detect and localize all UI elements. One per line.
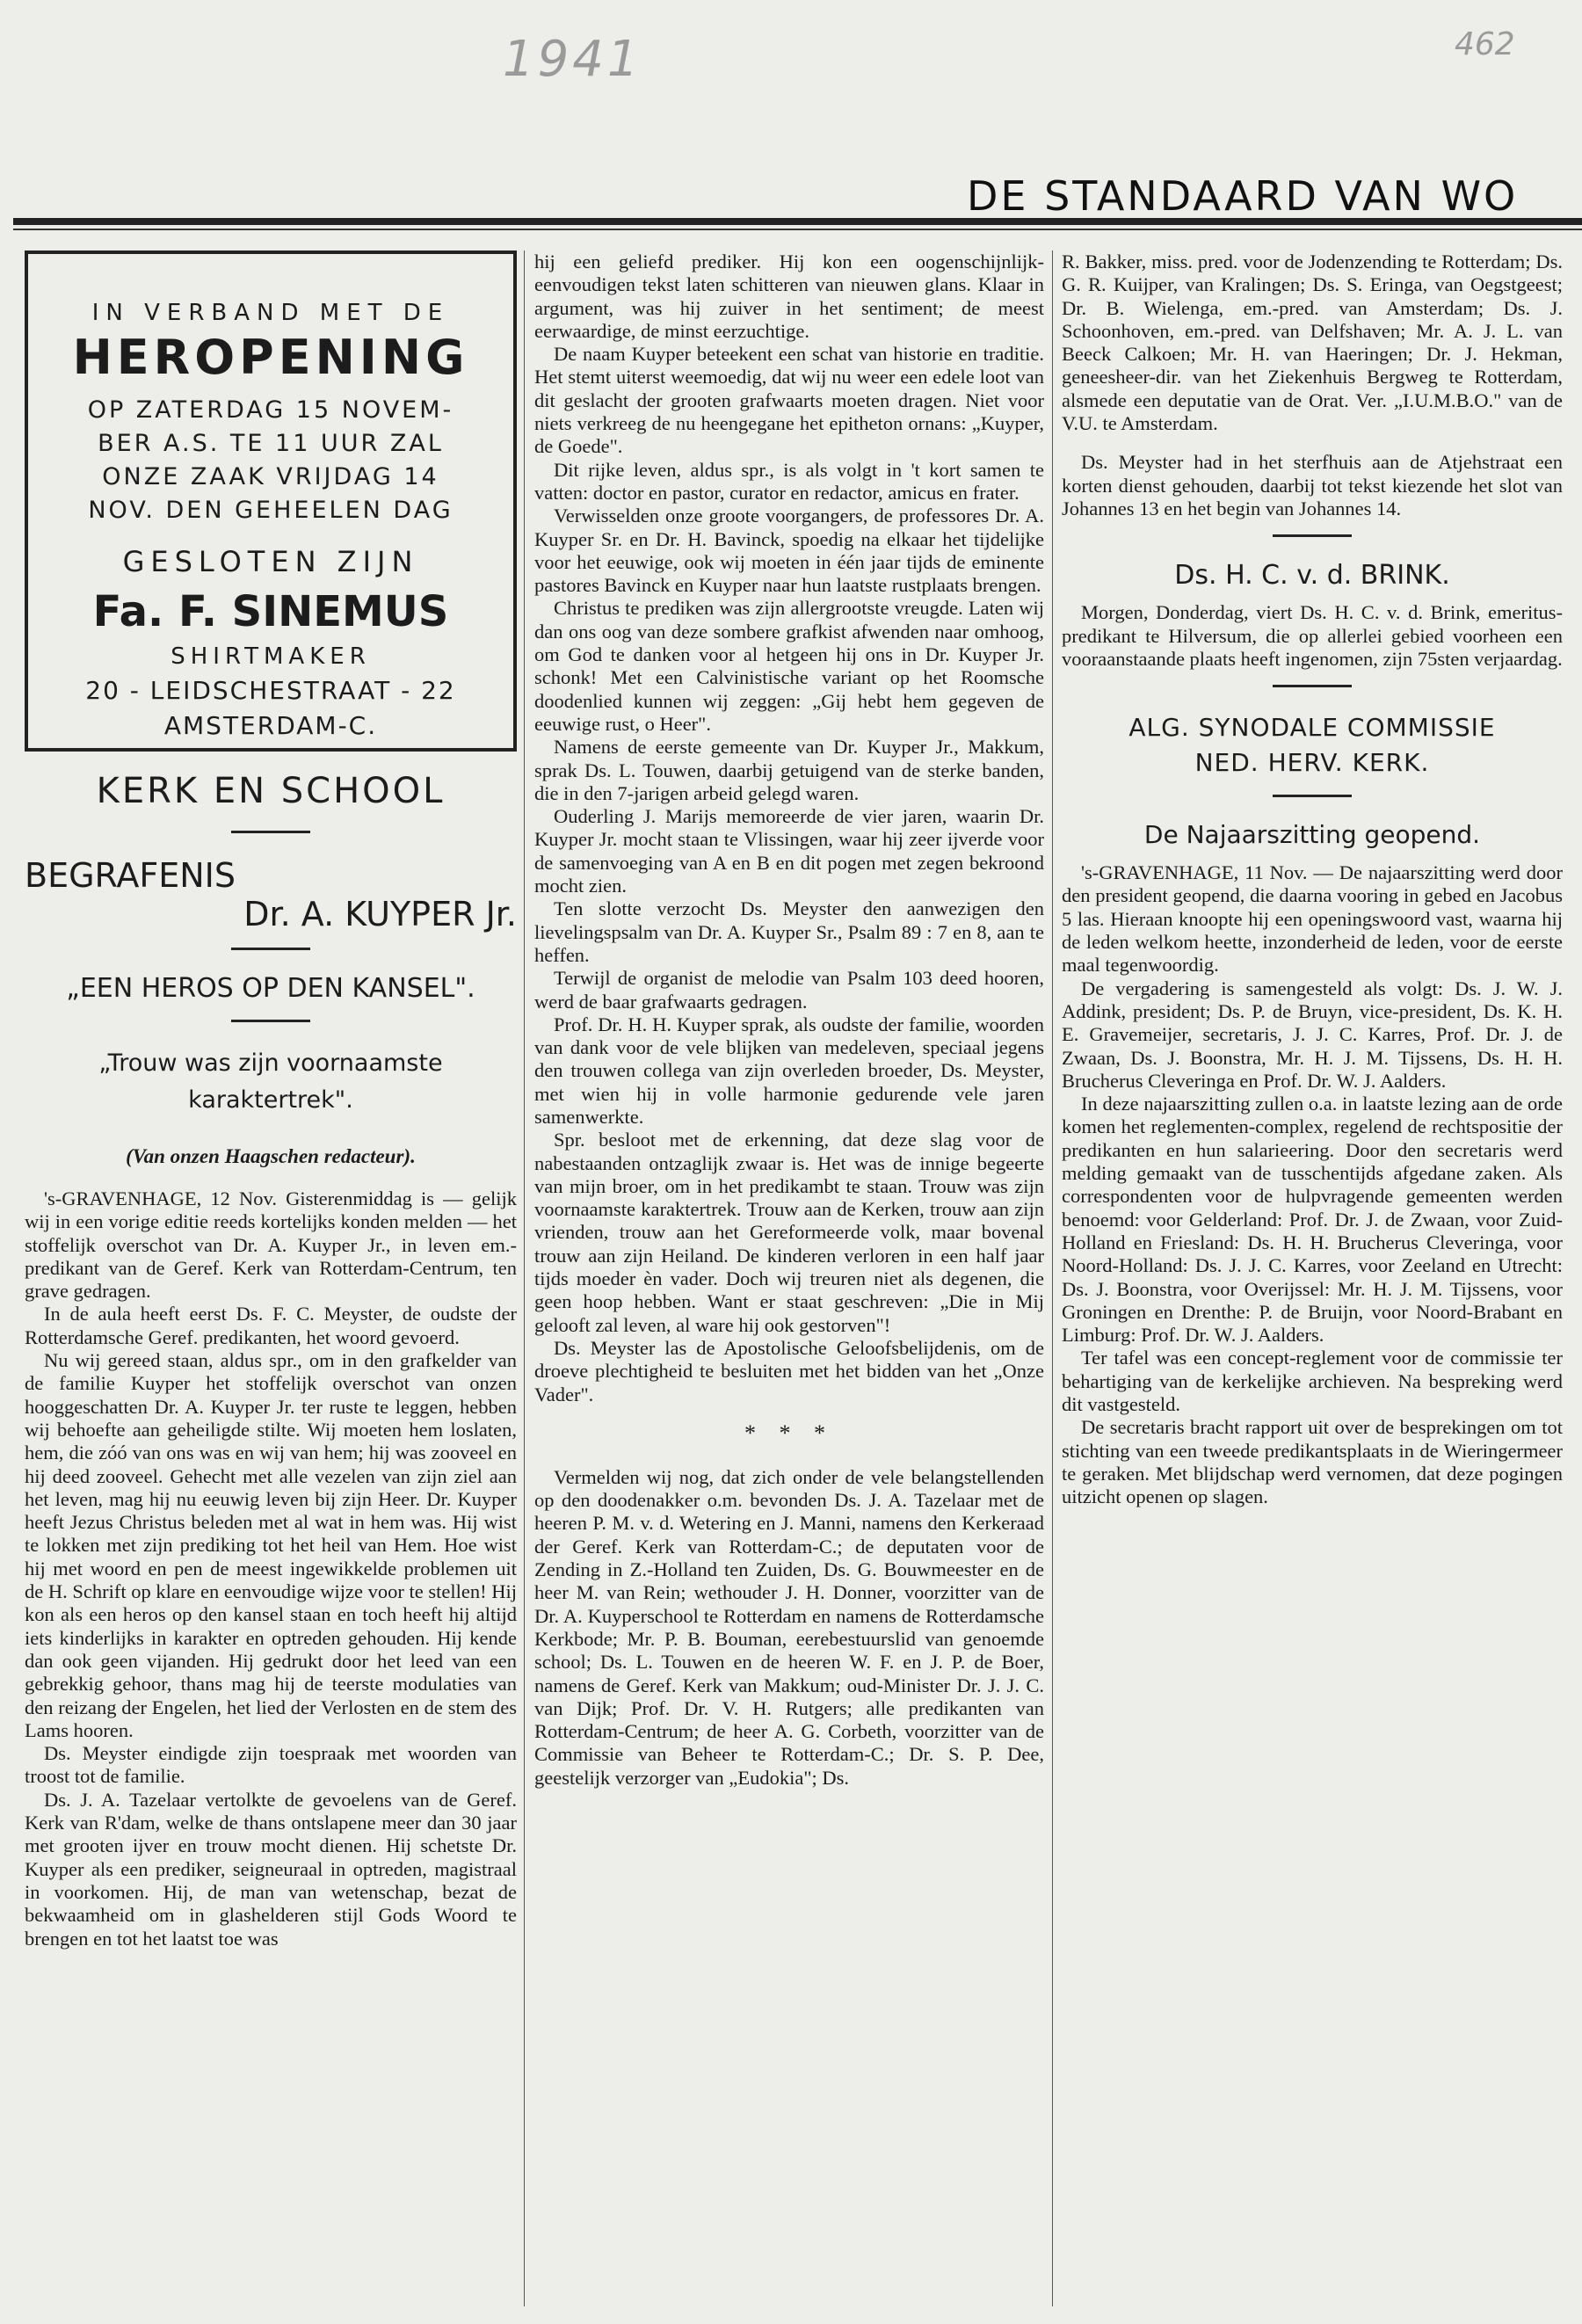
paragraph: 's-GRAVENHAGE, 12 Nov. Gisterenmiddag is — gelijk wij in een vorige editie reeds kortelijks konden melden — het stoffelijk overschot van Dr. A. Kuyper Jr., in leven em.-predikant van de Geref. Kerk van Rotterdam-Centrum, ten grave gedragen. — [25, 1187, 517, 1303]
column-divider — [524, 251, 525, 2306]
divider — [1273, 534, 1352, 537]
advertisement-box — [25, 251, 517, 752]
article-headline-name: Dr. A. KUYPER Jr. — [243, 895, 517, 933]
ad-line: GESLOTEN ZIJN — [122, 545, 419, 578]
headline-line: ALG. SYNODALE COMMISSIE — [1128, 713, 1496, 743]
paragraph: Nu wij gereed staan, aldus spr., om in den grafkelder van de familie Kuyper het stoffelijk overschot van onzen hooggeschatten Dr. A. Kuyper Jr. ter ruste te leggen, hebben wij behoefte aan geheiligde stilte. Wij moeten hem loslaten, hem, die zóó van ons was en wij van hem; hij was zooveel en hij deed zooveel. Gehecht met alle vezelen van zijn ziel aan het leven, mag hij nu eeuwig leven bij zijn Heer. Dr. Kuyper heeft Jezus Christus beleden met al wat in hem was. Hij wist te lokken met zijn prediking tot het heil van Hem. Hoe wist hij met woord en pen de meest ingewikkelde problemen uit de H. Schrift op klare en eenvoudige wijze voor te stellen! Hij kon als een heros op den kansel staan en toch heeft hij altijd iets kinderlijks in karakter en optreden gehouden. Hij kende dan ook geen vijanden. Hij gedrukt door het leed van een gebrekkig gehoor, thans mag hij de teerste modulaties van den reizang der Engelen, het lied der Verlosten en de stem des Lams hooren. — [25, 1349, 517, 1741]
masthead-rule-thin — [13, 229, 1582, 230]
article-headline — [1062, 710, 1563, 781]
paragraph: Ter tafel was een concept-reglement voor de commissie ter behartiging van de kerkelijke archieven. Na bespreking werd dit vastgesteld. — [1062, 1347, 1563, 1415]
ad-line: BER A.S. TE 11 UUR ZAL — [98, 430, 444, 457]
paragraph: R. Bakker, miss. pred. voor de Jodenzending te Rotterdam; Ds. G. R. Kuijper, van Kralingen; Ds. S. Eringa, van Oegstgeest; Dr. B. Wielenga, em.-pred. van Amsterdam; Ds. J. Schoonhoven, em.-pred. van Delfshaven; Mr. A. J. L. van Beeck Calkoen; Mr. H. van Haeringen; Dr. J. Hekman, geneesheer-dir. van het Ziekenhuis Bergweg te Rotterdam, alsmede een deputatie van de Orat. Ver. „I.U.M.B.O." van de V.U. te Amsterdam. — [1062, 251, 1563, 435]
ad-line: SHIRTMAKER — [171, 643, 371, 670]
ad-line: IN VERBAND MET DE — [91, 300, 450, 326]
paragraph: De naam Kuyper beteekent een schat van historie en traditie. Het stemt uiterst weemoedig, dat wij nu weer een edele loot van dit geslacht der grooten grafwaarts moeten dragen. Niet voor niets verkreeg de nu heengegane het epitheton ornans: „Kuyper, de Goede". — [534, 343, 1044, 458]
article-subheadline: De Najaarszitting geopend. — [1143, 820, 1481, 850]
paragraph: Christus te prediken was zijn allergrootste vreugde. Laten wij dan ons oog van deze sombere grafkist afwenden naar omhoog, om God te danken voor al hetgeen hij ons in Dr. Kuyper Jr. schonk! Met een Calvinistische variant op het Roomsche doodenlied kunnen wij zeggen: „Gij hebt hem gegeven de eeuwige rust, o Heer". — [534, 597, 1044, 735]
paragraph: Ten slotte verzocht Ds. Meyster den aanwezigen den lievelingspsalm van Dr. A. Kuyper Sr., Psalm 89 : 7 en 8, aan te heffen. — [534, 897, 1044, 966]
paragraph: Spr. besloot met de erkenning, dat deze slag voor de nabestaanden ontzaglijk zwaar is. Het was de innige begeerte van mijn broer, om in het predikambt te staan. Trouw was zijn voornaamste karaktertrek. Trouw aan de Kerken, trouw aan zijn vrienden, trouw aan het Gereformeerde volk, maar bovenal trouw aan zijn Heiland. De kinderen verloren in een half jaar tijds moeder èn vader. Doch wij treuren niet als degenen, die geen hoop hebben. Want er staat geschreven: „Die in Mij gelooft zal leven, al ware hij ook gestorven"! — [534, 1129, 1044, 1336]
quote-line: „Trouw was zijn voornaamste — [98, 1049, 443, 1077]
divider — [231, 1020, 310, 1022]
article-subheadline: „EEN HEROS OP DEN KANSEL". — [66, 973, 475, 1004]
paragraph: In deze najaarszitting zullen o.a. in laatste lezing aan de orde komen het reglementen-complex, regelend de rechtspositie der predikanten en hun salarieering. Door den secretaris werd melding gemaakt van de tusschentijds afgedane zaken. Als correspondenten voor de hulpvragende gemeenten werden benoemd: voor Gelderland: Prof. Dr. J. de Zwaan, voor Zuid-Holland en Friesland: Ds. H. H. Brucherus Cleveringa, voor Noord-Holland: Ds. J. J. C. Karres, voor Zeeland en Utrecht: Ds. J. Boonstra, voor Overijssel: Mr. H. J. M. Tijssens, voor Groningen en Drenthe: P. de Bruijn, voor Noord-Brabant en Limburg: Prof. Dr. W. J. Aalders. — [1062, 1093, 1563, 1347]
paragraph: hij een geliefd prediker. Hij kon een oogenschijnlijk-eenvoudigen tekst laten schitteren van nieuwen glans. Klaar in argument, was hij zuiver in het sentiment; de meest eerwaardige, de minst eerzuchtige. — [534, 251, 1044, 342]
divider — [1273, 795, 1352, 797]
headline-line: NED. HERV. KERK. — [1194, 748, 1430, 778]
column-divider — [1052, 251, 1053, 2306]
paragraph: Vermelden wij nog, dat zich onder de vele belangstellenden op den doodenakker o.m. bevonden Ds. J. A. Tazelaar met de heeren P. M. v. d. Wetering en J. Manni, namens den Kerkeraad der Geref. Kerk van Rotterdam-C.; de deputaten voor de Zending in Z.-Holland ten Zuiden, Ds. G. Bouwmeester en de heer M. van Rein; wethouder J. H. Donner, voorzitter van de Dr. A. Kuyperschool te Rotterdam en namens de Rotterdamsche Kerkbode; Mr. P. B. Bouman, eerebestuurslid van genoemde school; Ds. L. Touwen en de heeren W. F. en J. P. de Boer, namens de Geref. Kerk van Makkum; oud-Minister Dr. J. J. C. van Dijk; Prof. Dr. V. H. Rutgers; alle predikanten van Rotterdam-Centrum; de heer A. G. Corbeth, voorzitter van de Commissie van Beheer te Rotterdam-C.; Dr. S. P. Dee, geestelijk verzorger van „Eudokia"; Ds. — [534, 1465, 1044, 1789]
quote-line: karaktertrek". — [188, 1086, 353, 1114]
paragraph: Ds. Meyster las de Apostolische Geloofsbelijdenis, om de droeve plechtigheid te besluiten met het bidden van het „Onze Vader". — [534, 1336, 1044, 1405]
article-headline: Ds. H. C. v. d. BRINK. — [1174, 560, 1450, 592]
paragraph: Dit rijke leven, aldus spr., is als volgt in 't kort samen te vatten: doctor en pastor, curator en redactor, amicus en frater. — [534, 458, 1044, 504]
article-byline: (Van onzen Haagschen redacteur). — [126, 1145, 416, 1167]
paragraph: Prof. Dr. H. H. Kuyper sprak, als oudste der familie, woorden van dank voor de vele blijken van medeleven, speciaal jegens den trouwen collega van zijn overleden broeder, Ds. Meyster, met wien hij in volle harmonie gedurende vele jaren samenwerkte. — [534, 1013, 1044, 1128]
paragraph: Verwisselden onze groote voorgangers, de professores Dr. A. Kuyper Sr. en Dr. H. Bavinck, spoedig na elkaar het tijdelijke voor het eeuwige, ook wij moeten in één jaar tijds de eminente pastores Bavinck en Kuyper naar hun laatste rustplaats brengen. — [534, 505, 1044, 597]
ad-address: 20 - LEIDSCHESTRAAT - 22 — [85, 676, 456, 705]
divider — [231, 831, 310, 833]
paragraph: Morgen, Donderdag, viert Ds. H. C. v. d. Brink, emeritus-predikant te Hilversum, die op allerlei gebied voorheen een vooraanstaande plaats heeft ingenomen, zijn 75sten verjaardag. — [1062, 601, 1563, 670]
newspaper-masthead: DE STANDAARD VAN WO — [967, 172, 1519, 220]
column-1 — [25, 251, 517, 2315]
ad-line: NOV. DEN GEHEELEN DAG — [88, 497, 454, 524]
column-2 — [534, 251, 1044, 2315]
paragraph: Ds. Meyster had in het sterfhuis aan de Atjehstraat een korten dienst gehouden, daarbij tot tekst kiezende het slot van Johannes 13 en het begin van Johannes 14. — [1062, 451, 1563, 519]
column-3 — [1062, 251, 1563, 2315]
paragraph: 's-GRAVENHAGE, 11 Nov. — De najaarszitting werd door den president geopend, die daarna vooring in gebed en Jacobus 5 las. Hieraan knoopte hij een openingswoord vast, waarna hij de leden welkom heette, inzonderheid de leden, voor de eerste maal tegenwoordig. — [1062, 861, 1563, 977]
divider — [231, 948, 310, 950]
paragraph: Ds. Meyster eindigde zijn toespraak met woorden van troost tot de familie. — [25, 1742, 517, 1788]
handwritten-page-number: 462 — [1455, 26, 1515, 62]
ad-line: ONZE ZAAK VRIJDAG 14 — [102, 463, 439, 490]
paragraph: De secretaris bracht rapport uit over de besprekingen om tot stichting van een tweede predikantsplaats in de Wieringermeer te geraken. Met blijdschap werd vernomen, dat deze pogingen uitzicht openen op slagen. — [1062, 1416, 1563, 1508]
paragraph: In de aula heeft eerst Ds. F. C. Meyster, de oudste der Rotterdamsche Geref. predikanten, het woord gevoerd. — [25, 1303, 517, 1348]
paragraph: Terwijl de organist de melodie van Psalm 103 deed hooren, werd de baar grafwaarts gedragen. — [534, 967, 1044, 1013]
divider — [1273, 685, 1352, 687]
section-heading: KERK EN SCHOOL — [96, 771, 446, 811]
ad-headline: HEROPENING — [72, 330, 469, 385]
ad-city: AMSTERDAM-C. — [163, 711, 378, 740]
paragraph: Ouderling J. Marijs memoreerde de vier jaren, waarin Dr. Kuyper Jr. mocht staan te Vlissingen, waar hij zeer ijverde voor de samenvoeging van A en B en dit pogen met zegen bekroond mocht zien. — [534, 805, 1044, 897]
asterism-separator: * * * — [744, 1420, 834, 1446]
paragraph: De vergadering is samengesteld als volgt: Ds. J. W. J. Addink, president; Ds. P. de Bruyn, vice-president, Ds. K. H. E. Gravemeijer, secretaris, J. J. C. Karres, Prof. Dr. J. de Zwaan, Ds. J. Boonstra, Mr. H. J. M. Tijssens, Ds. H. H. Brucherus Cleveringa en Prof. Dr. W. J. Aalders. — [1062, 977, 1563, 1092]
paragraph: Namens de eerste gemeente van Dr. Kuyper Jr., Makkum, sprak Ds. L. Touwen, daarbij getuigend van de sterke banden, die in den 7-jarigen arbeid gelegd waren. — [534, 736, 1044, 804]
ad-line: OP ZATERDAG 15 NOVEM- — [87, 396, 454, 424]
masthead-rule-thick — [13, 218, 1582, 225]
article-quote-heading — [25, 1045, 517, 1119]
handwritten-year: 1941 — [503, 31, 642, 88]
paragraph: Ds. J. A. Tazelaar vertolkte de gevoelens van de Geref. Kerk van R'dam, welke de thans ontslapene meer dan 30 jaar met grooten ijver en trouw mocht dienen. Hij schetste Dr. Kuyper als een prediker, seigneuraal in optreden, magistraal in voorkomen. Hij, de man van wetenschap, bezat de bekwaamheid om in glashelderen stijl Gods Woord te brengen en tot het laatst toe was — [25, 1788, 517, 1950]
article-headline: BEGRAFENIS — [25, 856, 236, 895]
ad-company-name: Fa. F. SINEMUS — [92, 587, 449, 636]
